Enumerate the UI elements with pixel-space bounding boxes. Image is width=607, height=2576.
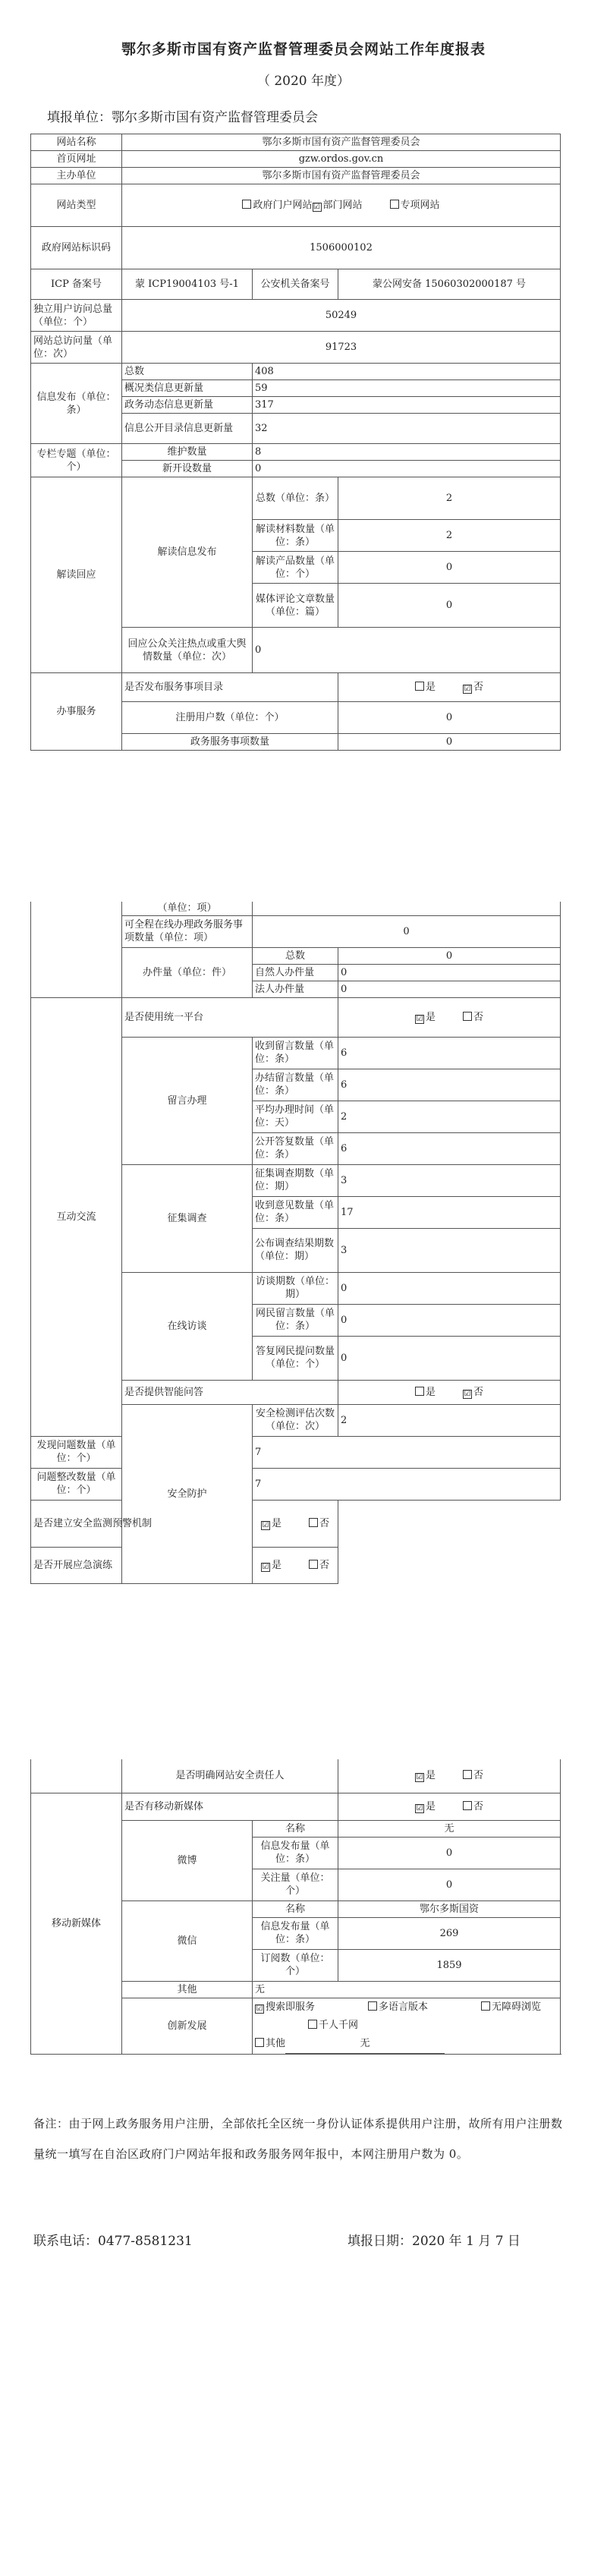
site-code-label: 政府网站标识码: [31, 227, 122, 269]
innovation-label: 创新发展: [122, 1998, 253, 2054]
service-items-label: 政务服务事项数量: [122, 734, 338, 751]
checkbox: [309, 1518, 318, 1527]
weibo-fans-label: 关注量（单位：个）: [253, 1869, 338, 1901]
checkbox: ☑: [256, 2004, 263, 2013]
checkbox: [463, 1801, 472, 1810]
checkbox: ☑: [262, 1562, 269, 1571]
wechat-pub: 269: [338, 1917, 561, 1949]
site-type-label: 网站类型: [31, 184, 122, 227]
service-label: 办事服务: [31, 673, 122, 751]
contact-phone: 联系电话：0477-8581231: [33, 2234, 193, 2249]
checkbox: [390, 200, 399, 209]
message-pub-label: 公开答复数量（单位：条）: [253, 1132, 338, 1164]
checkbox: ☑: [464, 685, 471, 693]
service-dir-label: 是否发布服务事项目录: [122, 673, 338, 702]
interp-publish-label: 解读信息发布: [122, 477, 253, 628]
checkbox: [463, 1012, 472, 1021]
handle-legal: 0: [338, 981, 561, 997]
police-label: 公安机关备案号: [253, 269, 338, 300]
message-time: 2: [338, 1101, 561, 1132]
icp-label: ICP 备案号: [31, 269, 122, 300]
survey-periods-label: 征集调查期数（单位：期）: [253, 1164, 338, 1196]
publish-open-label: 信息公开目录信息更新量: [122, 414, 253, 444]
publish-total-label: 总数: [122, 364, 253, 380]
interp-material: 2: [338, 520, 561, 552]
site-name-label: 网站名称: [31, 134, 122, 151]
survey-pub: 3: [338, 1228, 561, 1272]
responsible-options: ☑ 是 否: [338, 1759, 561, 1793]
host-unit: 鄂尔多斯市国有资产监督管理委员会: [122, 168, 561, 184]
checkbox: [481, 2001, 490, 2011]
home-url-label: 首页网址: [31, 151, 122, 168]
service-reg: 0: [338, 702, 561, 734]
publish-open: 32: [253, 414, 561, 444]
unified-options: ☑ 是 否: [338, 997, 561, 1037]
checkbox: ☑: [464, 1389, 471, 1398]
has-mobile-label: 是否有移动新媒体: [122, 1793, 338, 1820]
report-table-part1: [30, 134, 561, 751]
interaction-label: 互动交流: [31, 997, 122, 1436]
security-label: 安全防护: [122, 1404, 253, 1583]
interp-media: 0: [338, 584, 561, 628]
respond: 0: [253, 628, 561, 673]
column-maint: 8: [253, 444, 561, 461]
wechat-subs-label: 订阅数（单位：个）: [253, 1949, 338, 1981]
smart-qa-options: 是 ☑ 否: [338, 1380, 561, 1404]
column-new: 0: [253, 461, 561, 477]
checkbox: [308, 2020, 317, 2029]
host-unit-label: 主办单位: [31, 168, 122, 184]
online-label: 可全程在线办理政务服务事项数量（单位：项）: [122, 915, 253, 947]
service-reg-label: 注册用户数（单位：个）: [122, 702, 338, 734]
site-name: 鄂尔多斯市国有资产监督管理委员会: [122, 134, 561, 151]
security-eval: 2: [338, 1404, 561, 1436]
weibo-pub-label: 信息发布量（单位：条）: [253, 1837, 338, 1869]
visitors-label: 独立用户访问总量（单位：个）: [31, 300, 122, 332]
publish-news-label: 政务动态信息更新量: [122, 397, 253, 414]
security-drill-options: ☑ 是 否: [253, 1547, 338, 1583]
handle-label: 办件量（单位：件）: [122, 947, 253, 997]
report-title: 鄂尔多斯市国有资产监督管理委员会网站工作年度报表: [121, 41, 486, 58]
online: 0: [253, 915, 561, 947]
security-found-label: 发现问题数量（单位：个）: [31, 1436, 122, 1468]
security-fixed-label: 问题整改数量（单位：个）: [31, 1468, 122, 1500]
responsible-label: 是否明确网站安全责任人: [122, 1759, 338, 1793]
views-label: 网站总访问量（单位：次）: [31, 332, 122, 364]
interview-label: 在线访谈: [122, 1272, 253, 1380]
message-pub: 6: [338, 1132, 561, 1164]
interp-total: 2: [338, 477, 561, 520]
unit-continued: （单位：项）: [122, 902, 253, 915]
publish-label: 信息发布（单位：条）: [31, 364, 122, 444]
checkbox: [242, 200, 251, 209]
weibo-label: 微博: [122, 1820, 253, 1901]
mobile-label: 移动新媒体: [31, 1793, 122, 2054]
checkbox: [368, 2001, 377, 2011]
checkbox: [415, 682, 424, 691]
icp-number: 蒙 ICP19004103 号-1: [122, 269, 253, 300]
survey-label: 征集调查: [122, 1164, 253, 1272]
handle-person: 0: [338, 964, 561, 981]
mobile-other-label: 其他: [122, 1981, 253, 1998]
message-recv-label: 收到留言数量（单位：条）: [253, 1037, 338, 1069]
interview-answers-label: 答复网民提问数量（单位：个）: [253, 1336, 338, 1380]
filling-unit: 填报单位：鄂尔多斯市国有资产监督管理委员会: [47, 110, 318, 125]
has-mobile-options: ☑ 是 否: [338, 1793, 561, 1820]
message-done-label: 办结留言数量（单位：条）: [253, 1069, 338, 1101]
weibo-pub: 0: [338, 1837, 561, 1869]
wechat-label: 微信: [122, 1901, 253, 1981]
weibo-name-label: 名称: [253, 1820, 338, 1837]
weibo-fans: 0: [338, 1869, 561, 1901]
checkbox: ☑: [416, 1773, 423, 1782]
checkbox: [309, 1560, 318, 1569]
remark: 备注：由于网上政务服务用户注册，全部依托全区统一身份认证体系提供用户注册，故所有用户注册数量统一填写在自治区政府门户网站年报和政务服务网年报中，本网注册用户数为 0。: [33, 2117, 563, 2161]
column-label: 专栏专题（单位：个）: [31, 444, 122, 477]
message-time-label: 平均办理时间（单位：天）: [253, 1101, 338, 1132]
wechat-subs: 1859: [338, 1949, 561, 1981]
wechat-name: 鄂尔多斯国资: [338, 1901, 561, 1917]
fill-date: 填报日期：2020 年 1 月 7 日: [348, 2234, 521, 2249]
interp-product-label: 解读产品数量（单位：个）: [253, 552, 338, 584]
report-table-part3: [30, 1759, 561, 2055]
checkbox: ☑: [416, 1014, 423, 1023]
weibo-name: 无: [338, 1820, 561, 1837]
checkbox: ☑: [262, 1520, 269, 1529]
handle-legal-label: 法人办件量: [253, 981, 338, 997]
wechat-name-label: 名称: [253, 1901, 338, 1917]
interp-media-label: 媒体评论文章数量（单位：篇）: [253, 584, 338, 628]
interp-total-label: 总数（单位：条）: [253, 477, 338, 520]
publish-overview: 59: [253, 380, 561, 397]
interp-material-label: 解读材料数量（单位：条）: [253, 520, 338, 552]
handle-person-label: 自然人办件量: [253, 964, 338, 981]
handle-total-label: 总数: [253, 947, 338, 964]
home-url: gzw.ordos.gov.cn: [122, 151, 561, 168]
survey-views-label: 收到意见数量（单位：条）: [253, 1196, 338, 1228]
checkbox: ☑: [416, 1803, 423, 1812]
interview-answers: 0: [338, 1336, 561, 1380]
checkbox: [415, 1387, 424, 1396]
visitors: 50249: [122, 300, 561, 332]
column-maint-label: 维护数量: [122, 444, 253, 461]
unified-label: 是否使用统一平台: [122, 997, 338, 1037]
security-fixed: 7: [253, 1468, 561, 1500]
column-new-label: 新开设数量: [122, 461, 253, 477]
interp-label: 解读回应: [31, 477, 122, 673]
security-warn-options: ☑ 是 否: [253, 1500, 338, 1547]
interview-questions: 0: [338, 1304, 561, 1336]
message-done: 6: [338, 1069, 561, 1101]
checkbox: [255, 2038, 264, 2047]
site-code: 1506000102: [122, 227, 561, 269]
publish-overview-label: 概况类信息更新量: [122, 380, 253, 397]
report-table-part2: [30, 902, 561, 1584]
views: 91723: [122, 332, 561, 364]
message-label: 留言办理: [122, 1037, 253, 1164]
innovation-options: ☑ 搜索即服务 多语言版本 无障碍浏览千人千网 其他 无: [253, 1998, 561, 2054]
interp-product: 0: [338, 552, 561, 584]
security-eval-label: 安全检测评估次数（单位：次）: [253, 1404, 338, 1436]
police-number: 蒙公网安备 15060302000187 号: [338, 269, 561, 300]
message-recv: 6: [338, 1037, 561, 1069]
checkbox: [463, 1770, 472, 1779]
report-year: （ 2020 年度）: [256, 74, 351, 89]
checkbox: ☑: [313, 203, 320, 211]
handle-total: 0: [338, 947, 561, 964]
survey-periods: 3: [338, 1164, 561, 1196]
publish-news: 317: [253, 397, 561, 414]
mobile-other: 无: [253, 1981, 561, 1998]
site-type-options: 政府门户网站 ☑ 部门网站 专项网站: [122, 184, 561, 227]
publish-total: 408: [253, 364, 561, 380]
interview-questions-label: 网民留言数量（单位：条）: [253, 1304, 338, 1336]
innovation-other: 无: [285, 2035, 445, 2054]
service-dir-options: 是 ☑ 否: [338, 673, 561, 702]
survey-views: 17: [338, 1196, 561, 1228]
interview-periods: 0: [338, 1272, 561, 1304]
interview-periods-label: 访谈期数（单位：期）: [253, 1272, 338, 1304]
smart-qa-label: 是否提供智能问答: [122, 1380, 338, 1404]
security-warn-label: 是否建立安全监测预警机制: [31, 1500, 253, 1547]
respond-label: 回应公众关注热点或重大舆情数量（单位：次）: [122, 628, 253, 673]
security-drill-label: 是否开展应急演练: [31, 1547, 253, 1583]
service-items: 0: [338, 734, 561, 751]
security-found: 7: [253, 1436, 561, 1468]
survey-pub-label: 公布调查结果期数（单位：期）: [253, 1228, 338, 1272]
wechat-pub-label: 信息发布量（单位：条）: [253, 1917, 338, 1949]
